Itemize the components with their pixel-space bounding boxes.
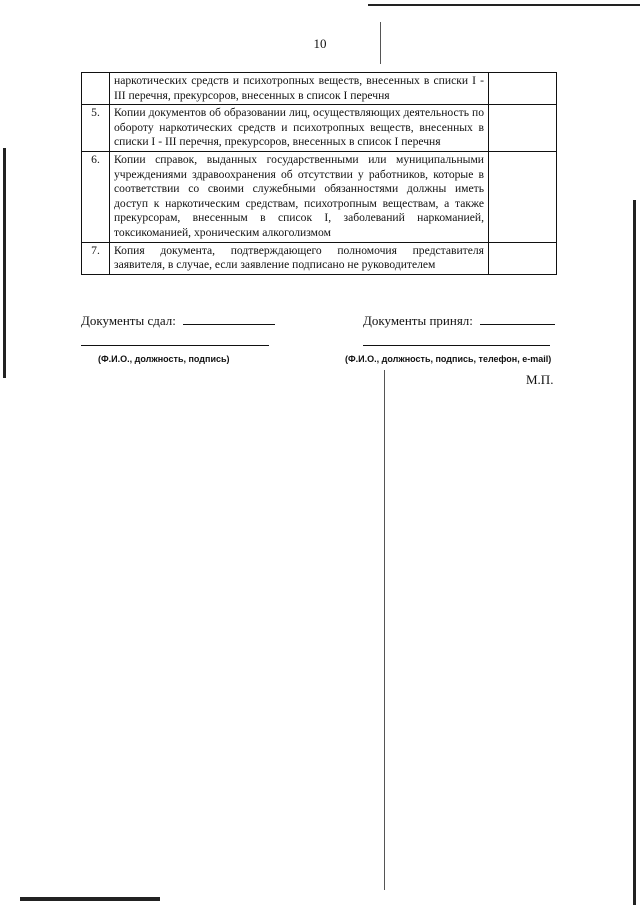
received-signature-line bbox=[480, 312, 555, 325]
table-row bbox=[82, 73, 557, 105]
documents-table bbox=[81, 72, 557, 275]
scan-edge-left bbox=[3, 148, 6, 378]
table-row bbox=[82, 151, 557, 242]
received-caption: (Ф.И.О., должность, подпись, телефон, e-mail) bbox=[345, 354, 552, 364]
row-number bbox=[82, 73, 110, 105]
row-description: Копия документа, подтверждающего полномочия представителя заявителя, в случае, если заявление подписано не руководителем bbox=[110, 242, 489, 274]
row-description: наркотических средств и психотропных веществ, внесенных в списки I - III перечня, прекурсоров, внесенных в список I перечня bbox=[110, 73, 489, 105]
table-row bbox=[82, 242, 557, 274]
received-name-line bbox=[363, 345, 550, 346]
submitted-signature-block bbox=[81, 312, 275, 329]
scan-edge-top-right bbox=[368, 4, 640, 6]
row-description: Копии справок, выданных государственными или муниципальными учреждениями здравоохранения об отсутствии у работников, которые в соответствии со своими служебными обязанностями должны иметь доступ к наркотическим средствам, психотропным веществам, а также прекурсорам, внесенным в список I, заболеваний наркоманией, токсикоманией, хроническим алкоголизмом bbox=[110, 151, 489, 242]
table-row bbox=[82, 105, 557, 152]
received-signature-block bbox=[363, 312, 555, 329]
page-number: 10 bbox=[313, 36, 327, 51]
row-mark-cell bbox=[489, 242, 557, 274]
submitted-name-line bbox=[81, 345, 269, 346]
scan-edge-right bbox=[633, 200, 636, 905]
scan-edge-bottom bbox=[20, 897, 160, 901]
row-number: 5. bbox=[82, 105, 110, 152]
row-number: 7. bbox=[82, 242, 110, 274]
received-label: Документы принял: bbox=[363, 313, 473, 328]
row-number: 6. bbox=[82, 151, 110, 242]
row-description: Копии документов об образовании лиц, осуществляющих деятельность по обороту наркотических средств и психотропных веществ, внесенных в списки I - III перечня, прекурсоров, внесенных в список I перечня bbox=[110, 105, 489, 152]
scan-fold-line bbox=[384, 370, 385, 890]
row-mark-cell bbox=[489, 151, 557, 242]
row-mark-cell bbox=[489, 105, 557, 152]
row-mark-cell bbox=[489, 73, 557, 105]
submitted-label: Документы сдал: bbox=[81, 313, 176, 328]
seal-label: М.П. bbox=[526, 372, 554, 387]
submitted-caption: (Ф.И.О., должность, подпись) bbox=[98, 354, 230, 364]
submitted-signature-line bbox=[183, 312, 275, 325]
